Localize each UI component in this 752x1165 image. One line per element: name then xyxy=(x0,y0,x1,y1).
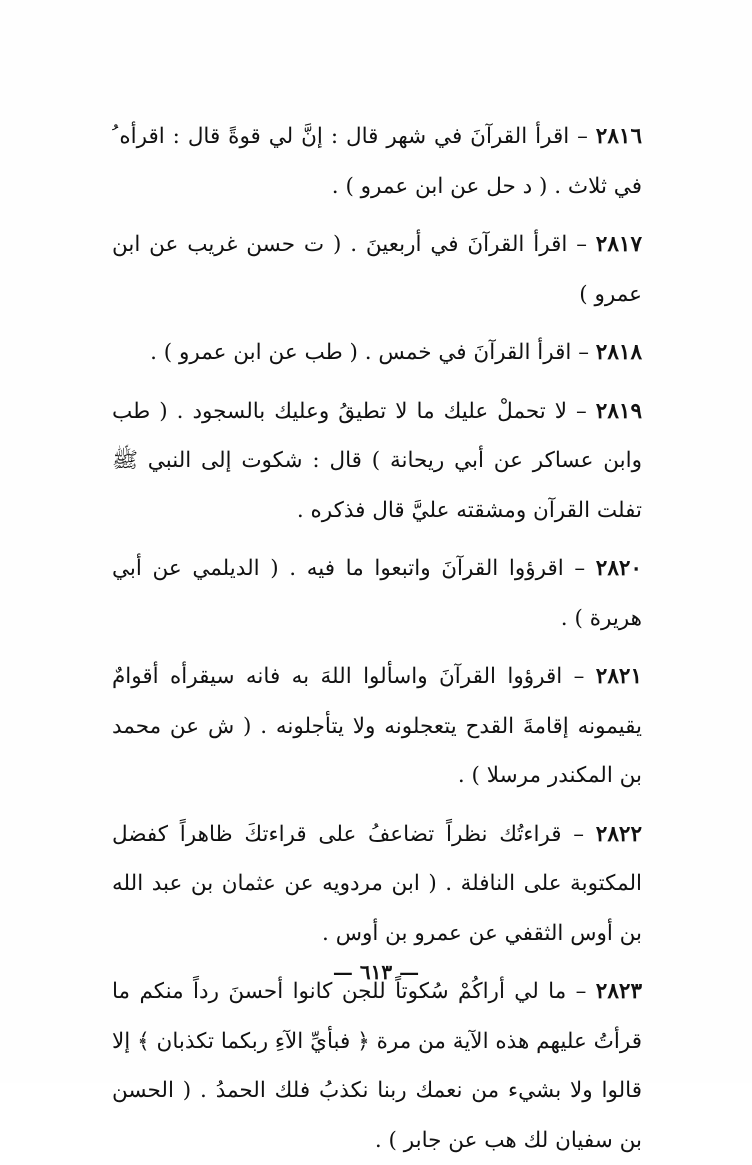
hadith-entry-2816: ٢٨١٦ – اقرأ القرآنَ في شهر قال : إنَّ لي قوةً قال : اقرأه ُ في ثلاث . ( د حل عن ابن عمرو ) . xyxy=(112,124,642,199)
hadith-number: ٢٨١٩ xyxy=(595,398,642,424)
hadith-number: ٢٨٢١ xyxy=(595,664,642,689)
hadith-text: لا تحملْ عليك ما لا تطيقُ وعليك بالسجود . ( طب وابن عساكر عن أبي ريحانة ) قال : شكوت إلى النبي ﷺ تفلت القرآن ومشقته عليَّ قال فذكره . xyxy=(112,398,642,523)
hadith-text: اقرؤوا القرآنَ واتبعوا ما فيه . ( الديلمي عن أبي هريرة ) . xyxy=(112,556,642,631)
hadith-entry-2823: ٢٨٢٣ – ما لي أراكُمْ سُكوتاً للجن كانوا أحسنَ رداً منكم ما قرأتُ عليهم هذه الآية من مرة ﴿ فبأيِّ الآءِ ربكما تكذبان ﴾ إلا قالوا ولا بشيء من نعمك ربنا نكذبُ فلك الحمدُ . ( الحسن بن سفيان لك هب عن جابر ) . xyxy=(112,979,642,1153)
hadith-text: اقرأ القرآنَ في شهر قال : إنَّ لي قوةً قال : اقرأه ُ في ثلاث . ( د حل عن ابن عمرو ) . xyxy=(112,124,642,199)
hadith-entry-2817: ٢٨١٧ – اقرأ القرآنَ في أربعينَ . ( ت حسن غريب عن ابن عمرو ) xyxy=(112,232,642,307)
hadith-number: ٢٨١٨ xyxy=(595,340,642,365)
hadith-entry-2820: ٢٨٢٠ – اقرؤوا القرآنَ واتبعوا ما فيه . ( الديلمي عن أبي هريرة ) . xyxy=(112,556,642,631)
hadith-entry-2822: ٢٨٢٢ – قراءتُك نظراً تضاعفُ على قراءتكَ ظاهراً كفضل المكتوبة على النافلة . ( ابن مردويه عن عثمان بن عبد الله بن أوس الثقفي عن عمرو بن أوس . xyxy=(112,821,642,946)
hadith-entry-2818: ٢٨١٨ – اقرأ القرآنَ في خمس . ( طب عن ابن عمرو ) . xyxy=(150,340,642,365)
hadith-number: ٢٨١٧ xyxy=(595,232,642,257)
hadith-number: ٢٨٢٣ xyxy=(595,979,642,1004)
page-number: — ٦١٣ — xyxy=(332,960,420,984)
hadith-number: ٢٨١٦ xyxy=(595,124,642,149)
hadith-entry-2819: ٢٨١٩ – لا تحملْ عليك ما لا تطيقُ وعليك بالسجود . ( طب وابن عساكر عن أبي ريحانة ) قال : شكوت إلى النبي ﷺ تفلت القرآن ومشقته عليَّ قال فذكره . xyxy=(112,398,642,523)
hadith-text: اقرأ القرآنَ في أربعينَ . ( ت حسن غريب عن ابن عمرو ) xyxy=(112,232,642,307)
hadith-number: ٢٨٢٠ xyxy=(595,556,642,581)
hadith-text: ما لي أراكُمْ سُكوتاً للجن كانوا أحسنَ رداً منكم ما قرأتُ عليهم هذه الآية من مرة ﴿ فبأيِّ الآءِ ربكما تكذبان ﴾ إلا قالوا ولا بشيء من نعمك ربنا نكذبُ فلك الحمدُ . ( الحسن بن سفيان لك هب عن جابر ) . xyxy=(112,979,642,1153)
hadith-text: اقرؤوا القرآنَ واسألوا اللهَ به فانه سيقرأه أقوامٌ يقيمونه إقامةَ القدح يتعجلونه ولا يتأجلونه . ( ش عن محمد بن المكندر مرسلا ) . xyxy=(112,664,642,788)
hadith-number: ٢٨٢٢ xyxy=(595,821,642,847)
hadith-text: اقرأ القرآنَ في خمس . ( طب عن ابن عمرو ) . xyxy=(150,340,572,365)
hadith-entry-2821: ٢٨٢١ – اقرؤوا القرآنَ واسألوا اللهَ به فانه سيقرأه أقوامٌ يقيمونه إقامةَ القدح يتعجلونه ولا يتأجلونه . ( ش عن محمد بن المكندر مرسلا ) . xyxy=(112,664,642,788)
hadith-text: قراءتُك نظراً تضاعفُ على قراءتكَ ظاهراً كفضل المكتوبة على النافلة . ( ابن مردويه عن عثمان بن عبد الله بن أوس الثقفي عن عمرو بن أوس . xyxy=(112,821,642,946)
hadith-list xyxy=(112,112,642,1165)
